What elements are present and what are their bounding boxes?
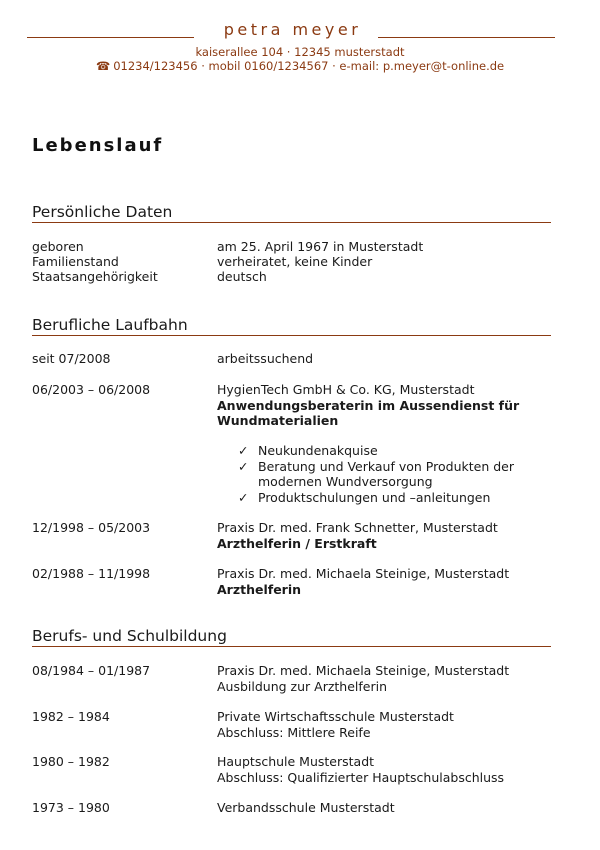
personal-value: verheiratet, keine Kinder xyxy=(217,254,373,269)
personal-label: geboren xyxy=(32,239,84,254)
education-qualification: Abschluss: Mittlere Reife xyxy=(217,724,371,740)
personal-value: am 25. April 1967 in Musterstadt xyxy=(217,239,424,254)
education-institution: Praxis Dr. med. Michaela Steinige, Musterstadt xyxy=(217,663,510,678)
checkmark-icon: ✓ xyxy=(238,458,249,474)
header-rule-right xyxy=(378,37,555,38)
telephone-icon: ☎ xyxy=(95,59,111,73)
career-date: 06/2003 – 06/2008 xyxy=(32,382,151,397)
career-role: Arzthelferin xyxy=(217,581,302,597)
checkmark-icon: ✓ xyxy=(238,489,249,505)
list-item-text: Produktschulungen und –anleitungen xyxy=(258,489,491,505)
section-heading-education: Berufs- und Schulbildung xyxy=(32,627,551,647)
list-item xyxy=(238,490,538,506)
education-detail xyxy=(217,800,547,816)
education-date: 08/1984 – 01/1987 xyxy=(32,663,151,678)
career-company-block xyxy=(217,566,547,597)
list-item-text: Neukundenakquise xyxy=(258,443,378,458)
personal-label: Staatsangehörigkeit xyxy=(32,269,158,284)
page-title: Lebenslauf xyxy=(32,135,164,156)
list-item xyxy=(238,443,538,459)
contact-line xyxy=(0,59,600,73)
education-institution: Private Wirtschaftsschule Musterstadt xyxy=(217,709,454,724)
contact-text: 01234/123456 · mobil 0160/1234567 · e-mail: p.meyer@t-online.de xyxy=(113,59,505,73)
education-institution: Hauptschule Musterstadt xyxy=(217,754,375,769)
education-date: 1982 – 1984 xyxy=(32,709,110,724)
list-item xyxy=(238,459,538,490)
education-detail xyxy=(217,663,547,694)
education-date: 1973 – 1980 xyxy=(32,800,110,815)
applicant-name: petra meyer xyxy=(223,20,362,39)
education-institution: Verbandsschule Musterstadt xyxy=(217,800,395,815)
career-company: Praxis Dr. med. Frank Schnetter, Musterstadt xyxy=(217,520,498,535)
section-heading-personal: Persönliche Daten xyxy=(32,203,551,223)
career-date: 12/1998 – 05/2003 xyxy=(32,520,151,535)
career-company-block xyxy=(217,520,547,551)
personal-label: Familienstand xyxy=(32,254,119,269)
career-company: HygienTech GmbH & Co. KG, Musterstadt xyxy=(217,382,475,397)
education-qualification: Ausbildung zur Arzthelferin xyxy=(217,678,388,694)
career-role: Anwendungsberaterin im Aussendienst für Wundmaterialien xyxy=(217,397,520,428)
career-company: arbeitssuchend xyxy=(217,351,314,366)
education-detail xyxy=(217,754,547,785)
responsibility-list xyxy=(238,443,538,505)
address-line: kaiserallee 104 · 12345 musterstadt xyxy=(195,45,405,59)
personal-value: deutsch xyxy=(217,269,267,284)
education-date: 1980 – 1982 xyxy=(32,754,110,769)
education-qualification: Abschluss: Qualifizierter Hauptschulabschluss xyxy=(217,769,505,785)
section-heading-career: Berufliche Laufbahn xyxy=(32,316,551,336)
career-company: Praxis Dr. med. Michaela Steinige, Musterstadt xyxy=(217,566,510,581)
letterhead xyxy=(0,20,600,73)
career-date: seit 07/2008 xyxy=(32,351,111,366)
list-item-text: Beratung und Verkauf von Produkten der modernen Wundversorgung xyxy=(258,458,514,489)
checkmark-icon: ✓ xyxy=(238,443,249,458)
name-row xyxy=(0,20,600,42)
career-date: 02/1988 – 11/1998 xyxy=(32,566,151,581)
career-role: Arzthelferin / Erstkraft xyxy=(217,535,377,551)
education-detail xyxy=(217,709,547,740)
career-company-block xyxy=(217,382,547,429)
